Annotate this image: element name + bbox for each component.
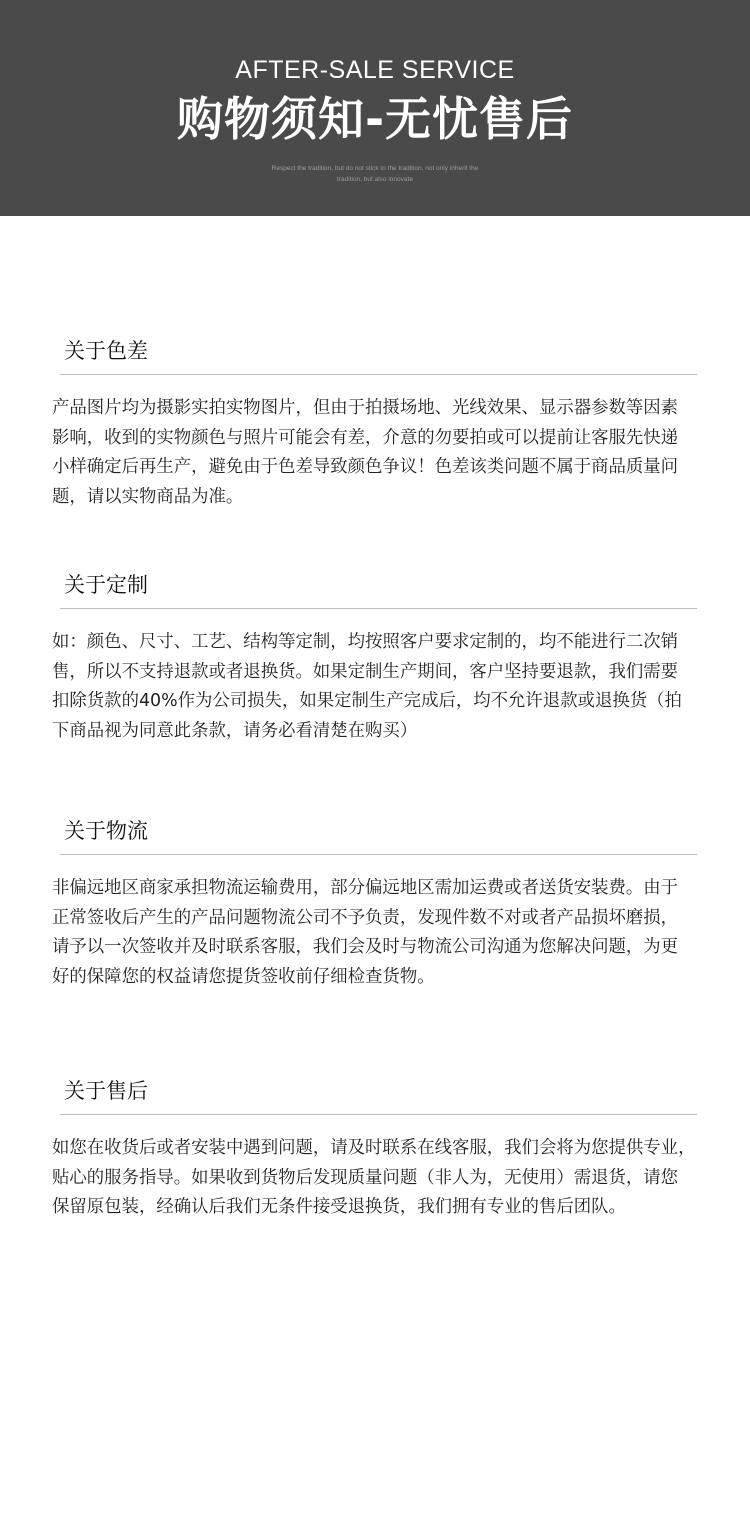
banner-subtitle: [245, 163, 505, 185]
body-line: 请予以一次签收并及时联系客服，我们会及时与物流公司沟通为您解决问题，为更: [52, 937, 679, 957]
section-title: 关于物流: [64, 819, 148, 843]
banner-title-cn: 购物须知-无忧售后: [176, 92, 574, 146]
section-body: [52, 1134, 712, 1223]
section-body: [52, 394, 712, 512]
body-line: 影响，收到的实物颜色与照片可能会有差，介意的勿要拍或可以提前让客服先快递: [52, 427, 679, 448]
section-divider: [60, 1114, 697, 1115]
banner-subtitle-line: tradition, but also innovate: [337, 176, 413, 183]
section-divider: [60, 608, 697, 609]
body-line: 贴心的服务指导。如果收到货物后发现质量问题（非人为，无使用）需退货，请您: [52, 1167, 679, 1188]
body-line: 正常签收后产生的产品问题物流公司不予负责，发现件数不对或者产品损坏磨损，: [52, 907, 679, 928]
body-line: 好的保障您的权益请您提货签收前仔细检查货物。: [52, 966, 435, 987]
body-line: 如您在收货后或者安装中遇到问题，请及时联系在线客服，我们会将为您提供专业，: [52, 1138, 696, 1158]
body-line: 下商品视为同意此条款，请务必看清楚在购买）: [52, 720, 418, 741]
section-body: [52, 874, 712, 992]
body-line: 扣除货款的40%作为公司损失，如果定制生产完成后，均不允许退款或退换货（拍: [52, 691, 682, 711]
section-title: 关于色差: [64, 339, 148, 363]
section-body: [52, 628, 712, 746]
body-line: 非偏远地区商家承担物流运输费用，部分偏远地区需加运费或者送货安装费。由于: [52, 878, 679, 898]
body-line: 保留原包装，经确认后我们无条件接受退换货，我们拥有专业的售后团队。: [52, 1197, 626, 1217]
section-divider: [60, 374, 697, 375]
section-title: 关于定制: [64, 573, 148, 597]
body-line: 题，请以实物商品为准。: [52, 486, 244, 507]
body-line: 如：颜色、尺寸、工艺、结构等定制，均按照客户要求定制的，均不能进行二次销: [52, 632, 679, 652]
section-divider: [60, 854, 697, 855]
section-title: 关于售后: [64, 1079, 148, 1103]
header-banner: [0, 0, 750, 216]
banner-title-en: AFTER-SALE SERVICE: [235, 56, 515, 84]
banner-subtitle-line: Respect the tradition, but do not stick to the tradition, not only inherit the: [271, 165, 479, 172]
body-line: 售，所以不支持退款或者退换货。如果定制生产期间，客户坚持要退款，我们需要: [52, 661, 679, 682]
body-line: 产品图片均为摄影实拍实物图片，但由于拍摄场地、光线效果、显示器参数等因素: [52, 398, 679, 418]
body-line: 小样确定后再生产，避免由于色差导致颜色争议！色差该类问题不属于商品质量问: [52, 457, 679, 477]
